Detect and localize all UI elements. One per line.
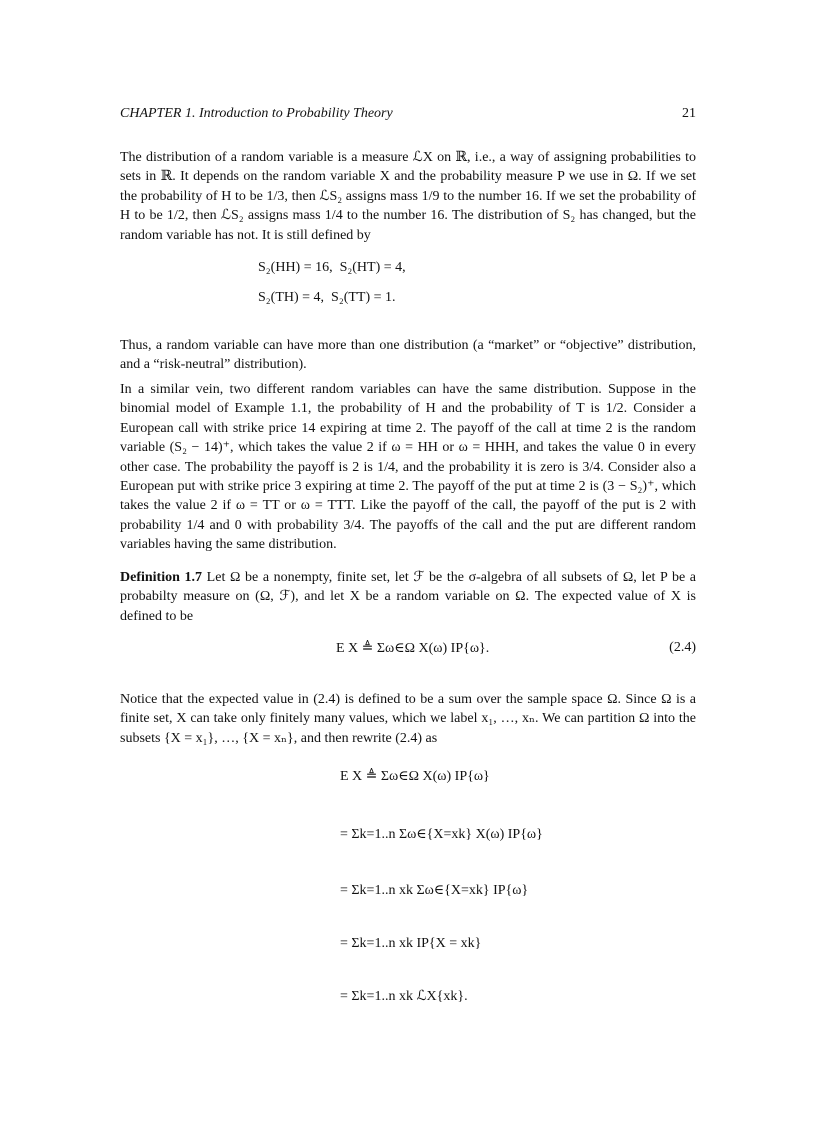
definition-text: Let Ω be a nonempty, finite set, let ℱ be the σ-algebra of all subsets of Ω, let P be a probabilty measure on (Ω, ℱ), and let X be a random variable on Ω. The expected value of X is defined to be xyxy=(120,570,697,624)
derivation-line-1: E X ≜ Σω∈Ω X(ω) IP{ω} xyxy=(340,769,490,784)
definition-1-7 xyxy=(120,568,696,626)
equation-2-4: E X ≜ Σω∈Ω X(ω) IP{ω}. xyxy=(336,641,490,656)
equation-number: (2.4) xyxy=(669,640,696,655)
paragraph-distribution: The distribution of a random variable is a measure ℒX on ℝ, i.e., a way of assigning probabilities to sets in ℝ. It depends on the random variable X and the probability measure P we use in Ω. If we set the probability of H to be 1/3, then ℒS₂ assigns mass 1/9 to the number 16. If we set the probability of H to be 1/2, then ℒS₂ assigns mass 1/4 to the number 16. The distribution of S₂ has changed, but the random variable has not. It is still defined by xyxy=(120,150,696,243)
chapter-title: CHAPTER 1. Introduction to Probability Theory xyxy=(120,106,393,121)
derivation-line-5: = Σk=1..n xk ℒX{xk}. xyxy=(340,989,468,1004)
paragraph-partition: Notice that the expected value in (2.4) is defined to be a sum over the sample space Ω. Since Ω is a finite set, X can take only finitely many values, which we label x₁, …, xₙ. We can partition Ω into the subsets {X = x₁}, …, {X = xₙ}, and then rewrite (2.4) as xyxy=(120,692,696,746)
running-header xyxy=(120,106,696,126)
definition-label: Definition 1.7 xyxy=(120,570,203,585)
derivation-line-4: = Σk=1..n xk IP{X = xk} xyxy=(340,936,482,951)
paragraph-market-distribution: Thus, a random variable can have more than one distribution (a “market” or “objective” distribution, and a “risk-neutral” distribution). xyxy=(120,338,696,373)
derivation-line-2: = Σk=1..n Σω∈{X=xk} X(ω) IP{ω} xyxy=(340,827,543,842)
equation-s2-line-1: S₂(HH) = 16, S₂(HT) = 4, xyxy=(258,260,406,275)
paragraph-same-distribution: In a similar vein, two different random variables can have the same distribution. Suppose in the binomial model of Example 1.1, the probability of H and the probability of T is 1/2. Consider a European call with strike price 14 expiring at time 2. The payoff of the call at time 2 is the random variable (S₂ − 14)⁺, which takes the value 2 if ω = HH or ω = HHH, and takes the value 0 in every other case. The probability the payoff is 2 is 1/4, and the probability it is zero is 3/4. Consider also a European put with strike price 3 expiring at time 2. The payoff of the put at time 2 is (3 − S₂)⁺, which takes the value 2 if ω = TT or ω = TTT. Like the payoff of the call, the payoff of the put is 2 with probability 1/4 and 0 with probability 3/4. The payoffs of the call and the put are different random variables having the same distribution. xyxy=(120,382,696,553)
equation-s2-line-2: S₂(TH) = 4, S₂(TT) = 1. xyxy=(258,290,396,305)
page-number: 21 xyxy=(682,106,696,121)
derivation-line-3: = Σk=1..n xk Σω∈{X=xk} IP{ω} xyxy=(340,883,529,898)
